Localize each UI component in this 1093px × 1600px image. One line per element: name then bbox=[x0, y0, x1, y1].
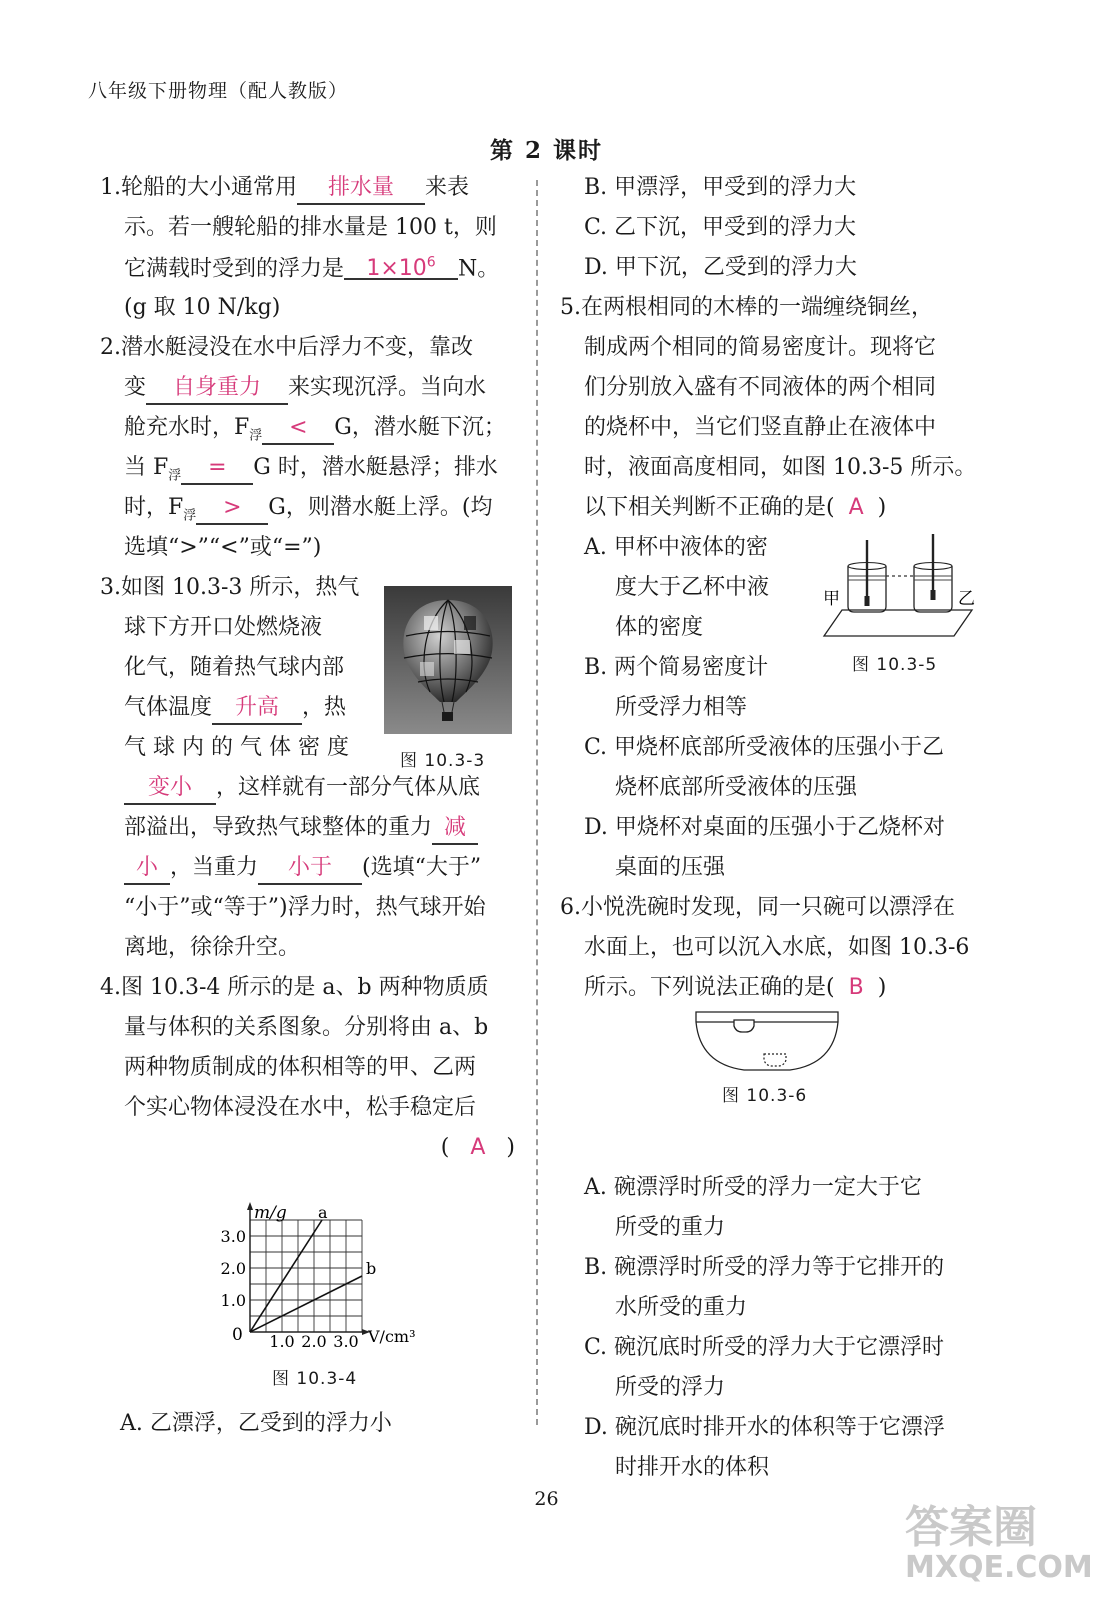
q5-line-6: 以下相关判断不正确的是( A ) bbox=[584, 495, 887, 520]
q6-option-b-1: B. 碗漂浮时所受的浮力等于它排开的 bbox=[584, 1255, 945, 1280]
q4-option-c: C. 乙下沉，甲受到的浮力大 bbox=[584, 215, 857, 240]
q5-option-a-2: 度大于乙杯中液 bbox=[615, 575, 770, 600]
q4-option-a: A. 乙漂浮，乙受到的浮力小 bbox=[120, 1411, 392, 1436]
bowl-svg bbox=[694, 1010, 840, 1074]
q1-blank-2 bbox=[344, 248, 458, 280]
q5-line-4: 的烧杯中，当它们竖直静止在液体中 bbox=[584, 415, 937, 440]
q3-line-9: “小于”或“等于”)浮力时，热气球开始 bbox=[124, 895, 486, 920]
q1-line-2: 示。若一艘轮船的排水量是 100 t，则 bbox=[124, 215, 497, 240]
lesson-title: 第 2 课时 bbox=[489, 137, 604, 164]
series-label-a: a bbox=[318, 1203, 328, 1222]
book-header: 八年级下册物理（配人教版） bbox=[88, 80, 349, 102]
q3-line-8: 小 ，当重力 小于 (选填“大于” bbox=[100, 848, 515, 888]
q2-blank-1 bbox=[146, 373, 288, 405]
q3-answer-1: 升高 bbox=[235, 695, 280, 720]
tabletop bbox=[824, 610, 972, 636]
q6-option-a-2: 所受的重力 bbox=[615, 1215, 726, 1240]
q3-line-1: 3.如图 10.3-3 所示，热气 bbox=[100, 575, 360, 600]
q3-line-10: 离地，徐徐升空。 bbox=[124, 935, 301, 960]
q4-line-4: 个实心物体浸没在水中，松手稳定后 bbox=[124, 1095, 477, 1120]
balloon-figure bbox=[384, 586, 512, 738]
q3-line-4: 气体温度 升高 ，热 bbox=[100, 688, 515, 728]
x-tick-label: 3.0 bbox=[333, 1332, 359, 1348]
q4-answer-paren: ( A ) bbox=[440, 1135, 515, 1160]
q5-option-b-2: 所受浮力相等 bbox=[615, 695, 748, 720]
right-column bbox=[560, 168, 980, 1488]
q1-line-3: 它满载时受到的浮力是 $1\times 10^6$ N。 bbox=[100, 248, 515, 288]
sunken-bowl bbox=[764, 1054, 786, 1066]
density-meter-svg bbox=[820, 528, 980, 643]
q2-line-1: 2.潜水艇浸没在水中后浮力不变，靠改 bbox=[100, 335, 473, 360]
q5-option-a-1: A. 甲杯中液体的密 bbox=[584, 535, 768, 560]
q5-option-a-3: 体的密度 bbox=[615, 615, 704, 640]
q2-blank-4 bbox=[196, 493, 268, 525]
q5-option-d-2: 桌面的压强 bbox=[615, 855, 726, 880]
series-label-b: b bbox=[366, 1259, 377, 1278]
y-tick-label: 1.0 bbox=[220, 1291, 246, 1310]
y-axis-arrow bbox=[247, 1202, 253, 1210]
q1-answer-1: 排水量 bbox=[327, 175, 394, 200]
q3-answer-3a: 减 bbox=[444, 815, 467, 840]
y-tick-label: 3.0 bbox=[220, 1227, 246, 1246]
q2-line-2: 变 自身重力 来实现沉浮。当向水 bbox=[100, 368, 515, 408]
q3-line-3: 化气，随着热气球内部 bbox=[124, 655, 345, 680]
q3-line-2: 球下方开口处燃烧液 bbox=[124, 615, 323, 640]
mass-volume-chart-svg bbox=[220, 1198, 430, 1348]
x-tick-label: 1.0 bbox=[269, 1332, 295, 1348]
q5-answer: A bbox=[848, 495, 864, 520]
q6-line-1: 6.小悦洗碗时发现，同一只碗可以漂浮在 bbox=[560, 895, 955, 920]
q6-answer: B bbox=[848, 975, 864, 1000]
q5-line-1: 5.在两根相同的木棒的一端缠绕铜丝， bbox=[560, 295, 933, 320]
basin bbox=[696, 1012, 838, 1070]
q4-line-3: 两种物质制成的体积相等的甲、乙两 bbox=[124, 1055, 477, 1080]
q3-answer-4: 小于 bbox=[288, 855, 333, 880]
q2-blank-2 bbox=[262, 413, 334, 445]
watermark-url: MXQE.COM bbox=[905, 1550, 1093, 1585]
series-line-a bbox=[250, 1220, 322, 1332]
q1-line-1: 1.轮船的大小通常用 排水量 来表 bbox=[100, 168, 515, 208]
q1-blank-1 bbox=[297, 173, 425, 205]
q5-option-d-1: D. 甲烧杯对桌面的压强小于乙烧杯对 bbox=[584, 815, 945, 840]
fig-10-3-4-caption: 图 10.3-4 bbox=[272, 1369, 358, 1389]
page-number: 26 bbox=[534, 1488, 559, 1510]
origin-label: 0 bbox=[232, 1325, 243, 1345]
q2-line-6: 选填“>”“<”或“=”) bbox=[124, 535, 322, 560]
q3-line-6: 变小 ，这样就有一部分气体从底 bbox=[100, 768, 515, 808]
q3-blank-3b bbox=[124, 853, 170, 885]
watermark-logo: 答案圈 bbox=[905, 1502, 1037, 1553]
fig-10-3-3-caption: 图 10.3-3 bbox=[400, 751, 486, 771]
q2-line-5: 时，$F_浮 > G$，则潜水艇上浮。(均 bbox=[124, 495, 493, 524]
q2-blank-3 bbox=[181, 453, 253, 485]
q4-line-1: 4.图 10.3-4 所示的是 a、b 两种物质质 bbox=[100, 975, 489, 1000]
q3-blank-2 bbox=[124, 773, 216, 805]
x-tick-label: 2.0 bbox=[301, 1332, 327, 1348]
q3-blank-1 bbox=[212, 693, 302, 725]
q5-line-3: 们分别放入盛有不同液体的两个相同 bbox=[584, 375, 937, 400]
q3-answer-2: 变小 bbox=[147, 775, 192, 800]
q6-option-c-1: C. 碗沉底时所受的浮力大于它漂浮时 bbox=[584, 1335, 945, 1360]
q3-answer-3b: 小 bbox=[135, 855, 158, 880]
q1-line-4: (g 取 10 N/kg) bbox=[124, 295, 281, 320]
label-jia: 甲 bbox=[823, 589, 840, 609]
label-yi: 乙 bbox=[958, 589, 975, 609]
q2-answer-3: = bbox=[208, 455, 227, 480]
q5-option-b-1: B. 两个简易密度计 bbox=[584, 655, 769, 680]
q3-blank-4 bbox=[258, 853, 362, 885]
q6-option-b-2: 水所受的重力 bbox=[615, 1295, 748, 1320]
q5-line-5: 时，液面高度相同，如图 10.3-5 所示。 bbox=[584, 455, 977, 480]
q6-line-3: 所示。下列说法正确的是( B ) bbox=[584, 975, 887, 1000]
q3-blank-3a bbox=[432, 813, 478, 845]
q6-option-a-1: A. 碗漂浮时所受的浮力一定大于它 bbox=[584, 1175, 922, 1200]
q3-line-7: 部溢出，导致热气球整体的重力 减 bbox=[100, 808, 515, 848]
bowl-figure bbox=[694, 1010, 840, 1078]
q2-answer-4: > bbox=[223, 495, 242, 520]
q6-option-d-2: 时排开水的体积 bbox=[615, 1455, 770, 1480]
y-tick-label: 2.0 bbox=[220, 1259, 246, 1278]
column-divider bbox=[536, 180, 538, 1425]
q4-line-2: 量与体积的关系图象。分别将由 a、b bbox=[124, 1015, 489, 1040]
q1-answer-2: $1\times 10^6$ bbox=[366, 255, 436, 282]
y-axis-label: m/g bbox=[254, 1203, 287, 1223]
x-axis-label: V/cm³ bbox=[368, 1327, 416, 1346]
q4-option-b: B. 甲漂浮，甲受到的浮力大 bbox=[584, 175, 857, 200]
q3-line-5: 气 球 内 的 气 体 密 度 bbox=[124, 735, 349, 760]
q5-option-c-2: 烧杯底部所受液体的压强 bbox=[615, 775, 858, 800]
q5-option-c-1: C. 甲烧杯底部所受液体的压强小于乙 bbox=[584, 735, 945, 760]
q5-line-2: 制成两个相同的简易密度计。现将它 bbox=[584, 335, 937, 360]
q6-option-c-2: 所受的浮力 bbox=[615, 1375, 726, 1400]
watermark bbox=[905, 1502, 1093, 1585]
density-meter-figure bbox=[820, 528, 980, 647]
q4-answer: A bbox=[470, 1135, 486, 1160]
fig-10-3-5-caption: 图 10.3-5 bbox=[852, 655, 938, 675]
q2-line-4: 当 $F_浮 = G$ 时，潜水艇悬浮；排水 bbox=[124, 455, 498, 484]
q4-option-d: D. 甲下沉，乙受到的浮力大 bbox=[584, 255, 857, 280]
q6-option-d-1: D. 碗沉底时排开水的体积等于它漂浮 bbox=[584, 1415, 945, 1440]
q2-answer-2: < bbox=[289, 415, 308, 440]
fig-10-3-6-caption: 图 10.3-6 bbox=[722, 1086, 808, 1106]
floating-bowl bbox=[734, 1020, 754, 1032]
q2-line-3: 舱充水时，$F_浮 < G$，潜水艇下沉； bbox=[124, 415, 506, 444]
chart-grid bbox=[250, 1220, 362, 1332]
q2-answer-1: 自身重力 bbox=[173, 375, 262, 400]
hot-air-balloon-photo bbox=[384, 586, 512, 734]
q6-line-2: 水面上，也可以沉入水底，如图 10.3-6 bbox=[584, 935, 970, 960]
mass-volume-chart bbox=[220, 1198, 430, 1352]
